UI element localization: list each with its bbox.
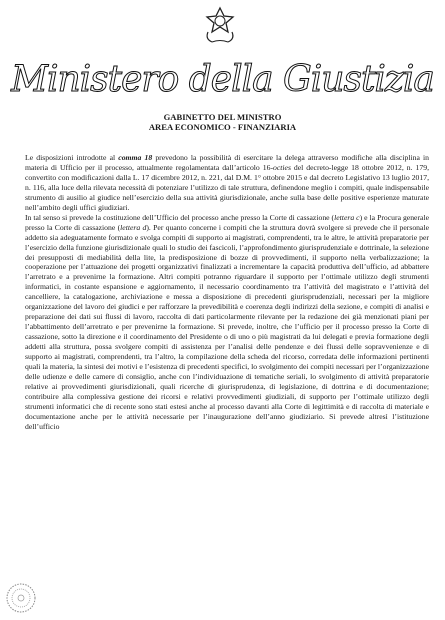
p1-comma-ref: comma 18 <box>118 153 153 162</box>
paragraph-1 <box>25 153 429 213</box>
circular-stamp-icon <box>5 582 37 614</box>
p1-text-3: del decreto-legge 18 ottobre 2012, n. 179, convertito con modificazioni dalla L. 17 dicembre 2012, n. 221, dal D.M. 1° ottobre 2015 e dal decreto Legislativo 13 luglio 2017, n. 116, alla luce della rilevata necessità di potenziare l’utilizzo di tale struttura, definendone meglio i compiti, quale indispensabile strumento di ausilio al giudice nell’esercizio della sua attività giurisdizionale, anche sulla base delle positive esperienze maturate nell’ambito degli uffici giudiziari. <box>25 162 429 212</box>
p1-text-2: prevedono la possibilità di esercitare la delega attraverso modifiche alla disciplina in materia di Ufficio per il processo, attualmente regolamentata dall’articolo 16- <box>25 153 429 172</box>
document-body <box>25 153 429 432</box>
p2-lettera-d: lettera d <box>120 222 147 232</box>
office-line-area: AREA ECONOMICO - FINANZIARIA <box>148 122 297 132</box>
p1-text-1: Le disposizioni introdotte al <box>25 153 119 162</box>
p2-text-2: ) e la Procura generale presso la Corte di cassazione ( <box>25 212 429 232</box>
p2-text-1: In tal senso si prevede la costituzione dell’Ufficio del processo anche presso la Corte di cassazione ( <box>25 212 335 222</box>
republic-emblem-icon <box>203 6 237 44</box>
paragraph-2 <box>25 213 429 432</box>
p1-octies: octies <box>273 162 291 172</box>
office-line-cabinet: GABINETTO DEL MINISTRO <box>163 112 282 122</box>
office-heading <box>0 112 445 132</box>
p2-text-3: ). Per quanto concerne i compiti che la struttura dovrà svolgere si prevede che il personale addetto sia adeguatamente formato e svolga compiti di supporto ai magistrati, comprendenti, tra le altre, le attività preparatorie per l’esercizio della funzione giurisdizionale quali lo studio dei fascicoli, l’approfondimento giurisprudenziale e dottrinale, la selezione dei presupposti di mediabilità della lite, la predisposizione di bozze di provvedimenti, il supporto nella verbalizzazione; la cooperazione per l’attuazione dei progetti organizzativi finalizzati a incrementare la capacità produttiva dell’ufficio, ad abbattere l’arretrato e a prevenirne la formazione. Altri compiti potranno riguardare il supporto per l’ottimale utilizzo degli strumenti informatici, in costante espansione e aggiornamento, il necessario coordinamento tra l’attività del magistrato e l’attività del cancelliere, la catalogazione, archiviazione e messa a disposizione di precedenti giurisprudenziali, necessari per la migliore organizzazione del lavoro dei giudici e per rafforzare la prevedibilità e coerenza degli indirizzi della sezione, e compiti di analisi e preparazione dei dati sui flussi di lavoro, raccolta di dati particolarmente rilevante per la redazione dei già menzionati piani per l’abbattimento dell’arretrato e per prevenirne la formazione. Si prevede, inoltre, che l’ufficio per il processo presso la Corte di cassazione, sotto la direzione e il coordinamento del Presidente o di uno o più magistrati da lui delegati e previa formazione degli addetti alla struttura, possa svolgere compiti di assistenza per l’analisi delle pendenze e dei flussi delle sopravvenienze e di supporto ai magistrati, comprendenti, tra l’altro, la compilazione della scheda del ricorso, corredata delle informazioni pertinenti quali la materia, la sintesi dei motivi e l’esistenza di precedenti specifici, lo svolgimento dei compiti necessari per l’organizzazione delle udienze e delle camere di consiglio, anche con l’individuazione di tematiche seriali, lo svolgimento di attività preparatorie relative ai provvedimenti giurisdizionali, quali ricerche di giurisprudenza, di legislazione, di dottrina e di documentazione; contribuire alla complessiva gestione dei ricorsi e relativi provvedimenti giudiziali, di supporto per l’ottimale utilizzo degli strumenti informatici che di recente sono stati estesi anche al processo davanti alla Corte di legittimità e di raccolta di materiale e documentazione anche per le attività necessarie per l’inaugurazione dell’anno giudiziario. Si prevede altresì l’istituzione dell’ufficio <box>25 222 429 431</box>
ministry-title: Ministero della Giustizia <box>11 59 434 100</box>
p2-lettera-c: lettera c <box>334 212 360 222</box>
